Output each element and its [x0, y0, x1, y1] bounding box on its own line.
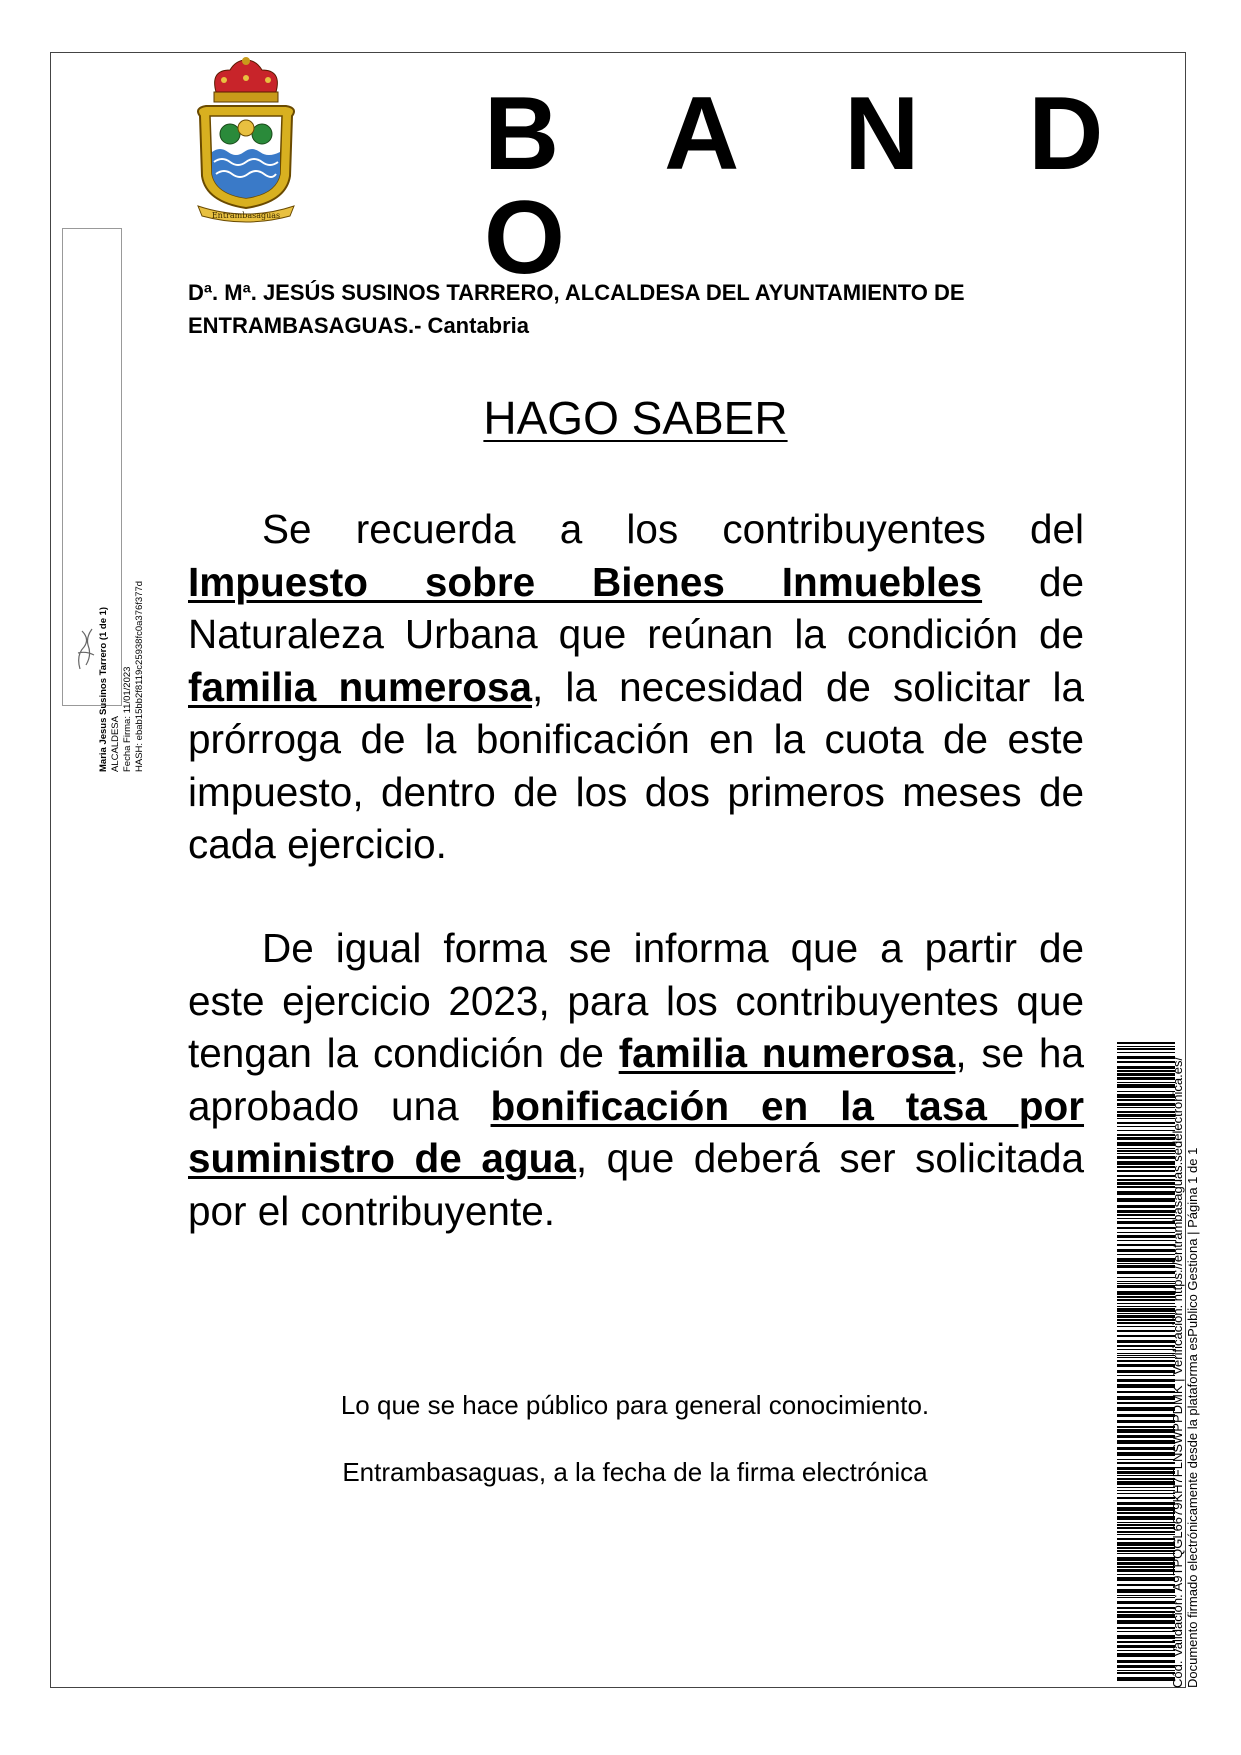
- p1-text-c: de Naturaleza Urbana que reúnan la condición de: [188, 558, 1084, 657]
- p1-emphasis-familia: familia numerosa: [188, 663, 533, 710]
- p1-text-e: , la necesidad de solicitar la prórroga de la bonificación en la cuota de este impuesto, dentro de los dos primeros meses de cada ejercicio.: [188, 663, 1084, 867]
- p2-emphasis-bonificacion: bonificación en la tasa por suministro de agua: [188, 1082, 1085, 1181]
- document-title: B A N D O: [484, 76, 1144, 296]
- hago-saber-heading: [0, 393, 1241, 444]
- signature-details: [98, 372, 146, 772]
- p2-text-e: , que deberá ser solicitada por el contribuyente.: [188, 1135, 1085, 1234]
- signer-role: ALCALDESA: [110, 716, 121, 772]
- closing-public-notice: Lo que se hace público para general conocimiento.: [340, 1390, 930, 1420]
- closing-place-date: Entrambasaguas, a la fecha de la firma electrónica: [342, 1457, 928, 1487]
- signature-date: Fecha Firma: 11/01/2023: [122, 666, 133, 772]
- validation-code: Cód. Validación: A9TPQGL6679KH7FLNSWPPDMK | Verificación: https://entrambasaguas.sedelectronica.es/: [1170, 1056, 1185, 1688]
- issuer-heading: [188, 276, 1088, 342]
- p2-emphasis-familia: familia numerosa: [618, 1030, 956, 1076]
- paragraph-water-bonus: [188, 922, 1084, 1237]
- signature-hash: HASH: ebab15bb2f8119c25938fc0a376f377d: [134, 580, 145, 772]
- validation-footer: [1170, 828, 1200, 1688]
- p2-text-c: , se ha aprobado una: [188, 1030, 1084, 1129]
- validation-platform: Documento firmado electrónicamente desde la plataforma esPublico Gestiona | Página 1 de 1: [1185, 1147, 1200, 1688]
- validation-barcode-icon: [1117, 1042, 1175, 1684]
- issuer-line-2: ENTRAMBASAGUAS.- Cantabria: [188, 313, 530, 338]
- p1-emphasis-ibi: Impuesto sobre Bienes Inmuebles: [188, 558, 983, 605]
- municipal-crest-icon: [186, 56, 306, 226]
- issuer-line-1: Dª. Mª. JESÚS SUSINOS TARRERO, ALCALDESA DEL AYUNTAMIENTO DE: [188, 280, 965, 305]
- paragraph-ibi-reminder: [188, 503, 1084, 871]
- handwritten-signature-icon: [72, 625, 100, 673]
- p1-text-a: Se recuerda a los contribuyentes del: [262, 506, 1084, 552]
- hago-saber-text: HAGO SABER: [483, 392, 788, 444]
- signer-name: Maria Jesus Susinos Tarrero (1 de 1): [98, 606, 109, 772]
- crest-caption: Entrambasaguas: [211, 211, 281, 220]
- p2-text-a: De igual forma se informa que a partir de este ejercicio 2023, para los contribuyentes que tengan la condición de: [188, 925, 1084, 1076]
